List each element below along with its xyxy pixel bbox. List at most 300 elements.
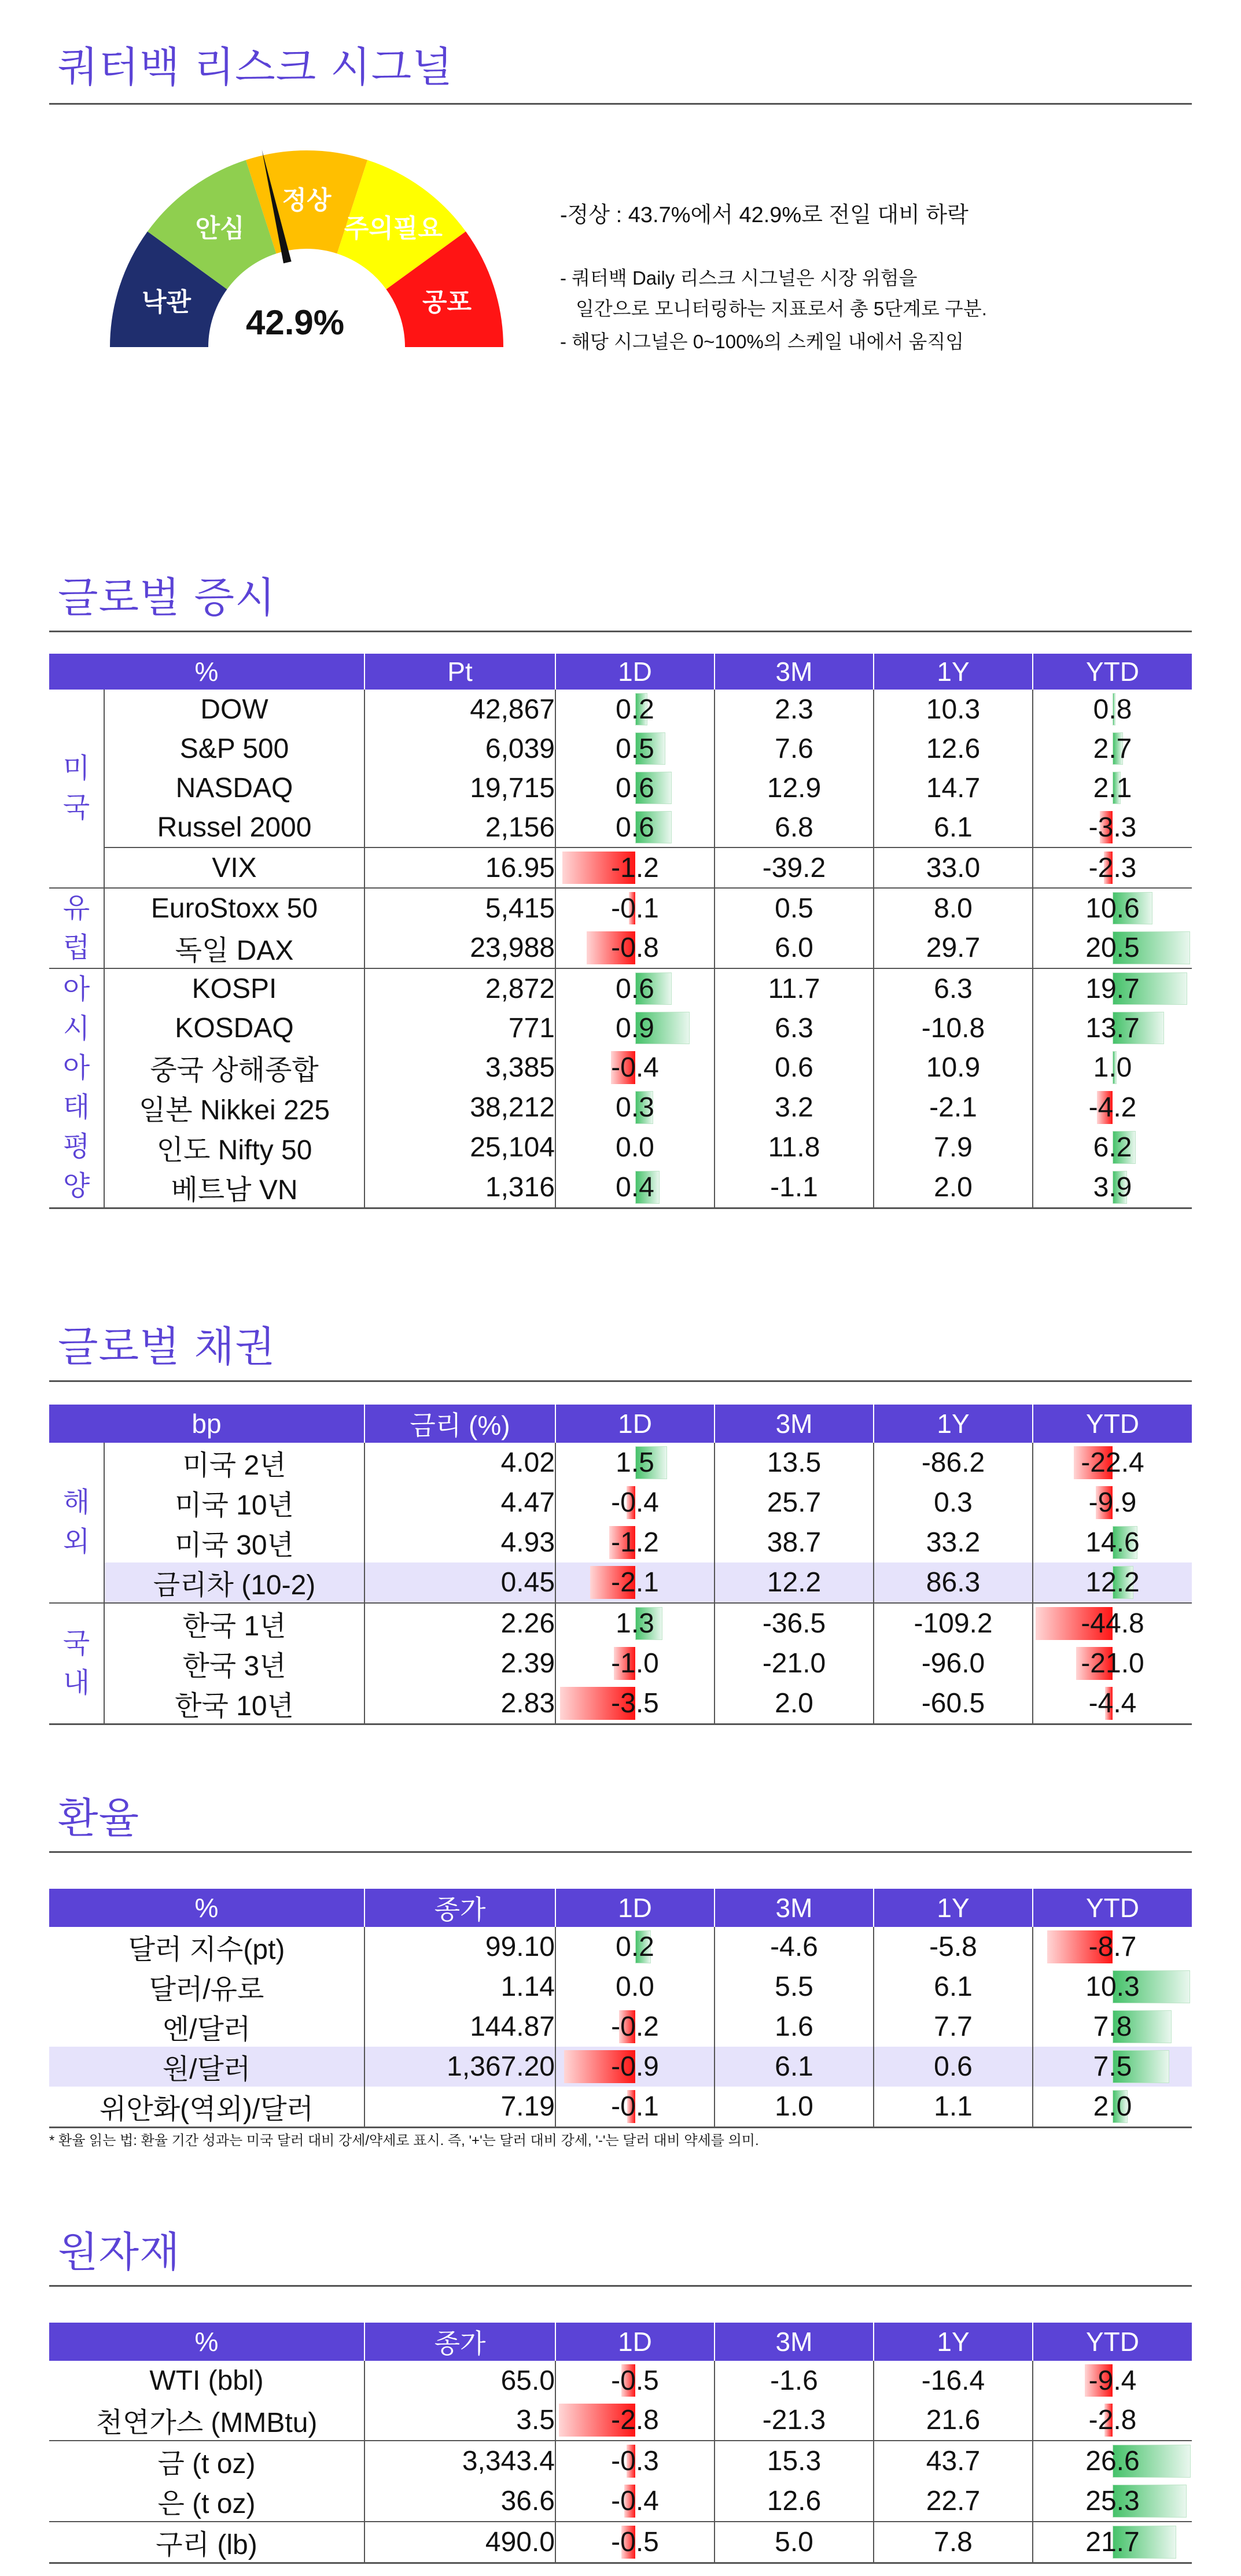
bar-value: -9.9 (1088, 1487, 1137, 1518)
table-row (49, 1927, 1192, 1967)
row-level: 1,316 (364, 1167, 555, 1208)
row-3m: 25.7 (715, 1483, 874, 1523)
table-row (49, 2400, 1192, 2441)
bar-cell (1033, 1523, 1192, 1562)
row-level: 3,343.4 (364, 2441, 555, 2481)
header-cell: % (49, 654, 364, 690)
row-1y: -96.0 (874, 1643, 1033, 1683)
row-name: 한국 3년 (104, 1643, 364, 1683)
bar-value: 10.3 (1085, 1971, 1140, 2002)
bar-value: 3.9 (1093, 1172, 1132, 1203)
row-1y: -16.4 (874, 2361, 1033, 2400)
bar-cell (1033, 1127, 1192, 1167)
row-name-quote: /유로 (202, 1974, 264, 2005)
bar-value: -0.9 (611, 2051, 659, 2082)
bar-value: 0.4 (616, 1172, 654, 1203)
bar-cell (555, 1483, 715, 1523)
gauge-zone-label-2: 안심 (195, 213, 245, 244)
row-3m: 13.5 (715, 1443, 874, 1483)
bar-cell (1033, 2400, 1192, 2441)
bar-value: -4.4 (1088, 1688, 1137, 1719)
row-1y: 33.2 (874, 1523, 1033, 1562)
row-3m: 2.0 (715, 1683, 874, 1724)
row-name: NASDAQ (104, 768, 364, 808)
row-level: 2,156 (364, 808, 555, 847)
row-3m: 3.2 (715, 1088, 874, 1127)
row-3m: -1.6 (715, 2361, 874, 2400)
bar-cell (555, 928, 715, 968)
row-name: 한국 10년 (104, 1683, 364, 1724)
header-cell: bp (49, 1405, 364, 1443)
table-row (49, 2441, 1192, 2481)
row-name-quote: /달러 (189, 2014, 251, 2045)
row-level: 5,415 (364, 888, 555, 928)
row-name-base: 원 (162, 2054, 190, 2085)
bar-value: 2.1 (1093, 772, 1132, 804)
gauge-zone-label-3: 정상 (282, 186, 332, 215)
row-level: 490.0 (364, 2522, 555, 2563)
row-name-quote: /달러 (189, 2054, 251, 2085)
group-label-text: 아시아태평양 (62, 974, 90, 1202)
row-1y: 10.3 (874, 690, 1033, 729)
bar-cell (1033, 1048, 1192, 1088)
row-3m: 6.3 (715, 1008, 874, 1048)
bonds-title: 글로벌 채권 (58, 1322, 276, 1371)
title-divider (49, 103, 1192, 105)
bar-cell (555, 1127, 715, 1167)
bar-cell (555, 690, 715, 729)
bar-cell (1033, 1967, 1192, 2007)
header-cell: 3M (715, 1889, 874, 1927)
bar-value: 2.0 (1093, 2091, 1132, 2122)
row-1y: 7.7 (874, 2007, 1033, 2047)
row-3m: 6.0 (715, 928, 874, 968)
table-header (49, 1405, 1192, 1443)
bar-value: -0.4 (611, 2486, 659, 2516)
table-header (49, 2323, 1192, 2361)
row-3m: -21.0 (715, 1643, 874, 1683)
row-1y: 7.8 (874, 2522, 1033, 2563)
bar-value: -0.1 (611, 893, 659, 924)
row-name: 구리 (lb) (49, 2522, 364, 2563)
bar-cell (1033, 690, 1192, 729)
signal-note-3: - 해당 시그널은 0~100%의 스케일 내에서 움직임 (560, 331, 964, 352)
row-3m: 15.3 (715, 2441, 874, 2481)
row-3m: 11.7 (715, 968, 874, 1008)
header-cell: 1Y (874, 1405, 1033, 1443)
row-3m: 0.6 (715, 1048, 874, 1088)
table-row (49, 1967, 1192, 2007)
table-row (49, 1443, 1192, 1483)
bar-cell (555, 1088, 715, 1127)
row-name: EuroStoxx 50 (104, 888, 364, 928)
row-level: 144.87 (364, 2007, 555, 2047)
header-cell: YTD (1033, 2323, 1192, 2361)
bar-cell (555, 768, 715, 808)
table-row (49, 1048, 1192, 1088)
row-name (49, 2007, 364, 2047)
row-name: 일본 Nikkei 225 (104, 1088, 364, 1127)
bar-cell (1033, 2522, 1192, 2563)
bar-cell (1033, 2361, 1192, 2400)
row-1y: -10.8 (874, 1008, 1033, 1048)
bar-cell (555, 1562, 715, 1603)
row-name: 미국 10년 (104, 1483, 364, 1523)
bar-cell (555, 2361, 715, 2400)
row-1y: -60.5 (874, 1683, 1033, 1724)
table-row (49, 928, 1192, 968)
row-3m: -1.1 (715, 1167, 874, 1208)
bar-value: -0.1 (611, 2091, 659, 2122)
bonds-divider (49, 1380, 1192, 1382)
bar-cell (1033, 1927, 1192, 1967)
table-row (49, 808, 1192, 847)
bar-cell (555, 2007, 715, 2047)
table-row (49, 1127, 1192, 1167)
commodities-title: 원자재 (58, 2228, 181, 2276)
row-1y: 2.0 (874, 1167, 1033, 1208)
bar-value: 26.6 (1085, 2446, 1140, 2477)
row-1y: -86.2 (874, 1443, 1033, 1483)
row-name: 미국 2년 (104, 1443, 364, 1483)
row-name-base: 위안화(역외) (100, 2094, 252, 2125)
bar-value: 0.9 (616, 1012, 654, 1044)
bar-value: -3.5 (611, 1688, 659, 1719)
header-cell: YTD (1033, 1889, 1192, 1927)
bar-value: 0.6 (616, 973, 654, 1004)
table-row (49, 1483, 1192, 1523)
bar-cell (1033, 2441, 1192, 2481)
header-cell: 1D (555, 1889, 715, 1927)
signal-note-1: - 쿼터백 Daily 리스크 시그널은 시장 위험을 (560, 267, 918, 289)
row-1y: 10.9 (874, 1048, 1033, 1088)
table-row (49, 768, 1192, 808)
bar-value: -0.8 (611, 933, 659, 963)
bar-value: 0.3 (616, 1092, 654, 1123)
row-name: 인도 Nifty 50 (104, 1127, 364, 1167)
bar-value: -0.3 (611, 2446, 659, 2477)
row-3m: 11.8 (715, 1127, 874, 1167)
row-level: 36.6 (364, 2481, 555, 2522)
bar-cell (1033, 1443, 1192, 1483)
row-name (49, 1967, 364, 2007)
row-3m: 6.1 (715, 2047, 874, 2087)
row-1y: -2.1 (874, 1088, 1033, 1127)
row-1y: 21.6 (874, 2400, 1033, 2441)
bar-cell (1033, 1562, 1192, 1603)
row-3m: 5.5 (715, 1967, 874, 2007)
row-level: 2.83 (364, 1683, 555, 1724)
bar-cell (555, 2047, 715, 2087)
row-3m: 1.6 (715, 2007, 874, 2047)
row-level: 4.02 (364, 1443, 555, 1483)
table-row (49, 847, 1192, 888)
row-level: 1.14 (364, 1967, 555, 2007)
bar-value: -1.2 (611, 852, 659, 883)
bar-value: -2.8 (1088, 2405, 1137, 2435)
row-3m: 5.0 (715, 2522, 874, 2563)
row-3m: -36.5 (715, 1603, 874, 1643)
table-row (49, 690, 1192, 729)
row-3m: 6.8 (715, 808, 874, 847)
row-3m: 12.2 (715, 1562, 874, 1603)
row-name: KOSPI (104, 968, 364, 1008)
group-label-text: 미국 (62, 753, 90, 823)
bar-value: -8.7 (1088, 1932, 1137, 1962)
row-level: 6,039 (364, 729, 555, 768)
fx-divider (49, 1851, 1192, 1853)
header-cell: 종가 (364, 1889, 555, 1927)
bar-value: 13.7 (1085, 1012, 1140, 1044)
bar-value: -0.4 (611, 1052, 659, 1083)
row-level: 38,212 (364, 1088, 555, 1127)
fx-title: 환율 (58, 1794, 140, 1842)
bar-cell (1033, 2481, 1192, 2522)
row-3m: 0.5 (715, 888, 874, 928)
group-label (49, 968, 104, 1208)
row-level: 99.10 (364, 1927, 555, 1967)
row-level: 23,988 (364, 928, 555, 968)
row-level: 65.0 (364, 2361, 555, 2400)
row-1y: -109.2 (874, 1603, 1033, 1643)
header-cell: % (49, 1889, 364, 1927)
row-1y: 6.1 (874, 1967, 1033, 2007)
row-1y: 29.7 (874, 928, 1033, 968)
row-name: 금 (t oz) (49, 2441, 364, 2481)
row-name: 한국 1년 (104, 1603, 364, 1643)
header-cell: 1Y (874, 1889, 1033, 1927)
bar-value: -1.2 (611, 1527, 659, 1558)
bar-value: 6.2 (1093, 1132, 1132, 1163)
group-label-text: 유럽 (62, 893, 90, 963)
table-row (49, 1643, 1192, 1683)
gauge-zone-label-4: 주의필요 (344, 213, 443, 244)
bar-value: -0.5 (611, 2365, 659, 2396)
group-label (49, 1443, 104, 1603)
gauge-zone-label-1: 낙관 (141, 288, 191, 318)
row-name-quote: /달러 (252, 2094, 314, 2125)
bar-cell (1033, 847, 1192, 888)
bar-value: 21.7 (1085, 2527, 1140, 2557)
row-level: 4.93 (364, 1523, 555, 1562)
header-cell: 3M (715, 654, 874, 690)
bar-cell (555, 2441, 715, 2481)
bar-cell (555, 2481, 715, 2522)
equity-divider (49, 631, 1192, 632)
bar-value: 1.3 (616, 1608, 654, 1639)
row-level: 42,867 (364, 690, 555, 729)
bar-cell (555, 888, 715, 928)
row-level: 3,385 (364, 1048, 555, 1088)
equity-table (49, 654, 1192, 1209)
row-1y: 22.7 (874, 2481, 1033, 2522)
row-name (49, 2087, 364, 2128)
table-header (49, 654, 1192, 690)
bar-value: 7.5 (1093, 2051, 1132, 2082)
group-label-text: 해외 (62, 1487, 90, 1557)
bar-value: -44.8 (1081, 1608, 1144, 1639)
bar-cell (555, 1967, 715, 2007)
row-level: 771 (364, 1008, 555, 1048)
row-3m: 12.9 (715, 768, 874, 808)
table-row (49, 2087, 1192, 2128)
row-name: WTI (bbl) (49, 2361, 364, 2400)
header-cell: YTD (1033, 654, 1192, 690)
bar-cell (555, 1523, 715, 1562)
bar-cell (1033, 1483, 1192, 1523)
gauge-value: 42.9% (246, 303, 345, 342)
bar-cell (555, 729, 715, 768)
bar-value: -2.8 (611, 2405, 659, 2435)
risk-signal-title: 쿼터백 리스크 시그널 (58, 43, 453, 91)
bar-cell (1033, 1088, 1192, 1127)
row-level: 2.26 (364, 1603, 555, 1643)
bar-value: -21.0 (1081, 1648, 1144, 1679)
bar-value: -4.2 (1088, 1092, 1137, 1123)
row-3m: 38.7 (715, 1523, 874, 1562)
row-name: 독일 DAX (104, 928, 364, 968)
bar-cell (555, 2087, 715, 2128)
row-1y: 33.0 (874, 847, 1033, 888)
table-row (49, 1523, 1192, 1562)
bar-cell (555, 847, 715, 888)
row-name (49, 1927, 364, 1967)
row-name-base: 달러 지수(pt) (128, 1934, 285, 1965)
bar-value: 19.7 (1085, 973, 1140, 1004)
bar-cell (555, 968, 715, 1008)
table-row (49, 2481, 1192, 2522)
header-cell: 종가 (364, 2323, 555, 2361)
row-level: 2,872 (364, 968, 555, 1008)
row-1y: 0.3 (874, 1483, 1033, 1523)
bar-cell (1033, 1683, 1192, 1724)
header-cell: 금리 (%) (364, 1405, 555, 1443)
table-row (49, 729, 1192, 768)
commodities-divider (49, 2285, 1192, 2287)
commodities-table (49, 2323, 1192, 2564)
bar-value: -0.5 (611, 2527, 659, 2557)
bar-value: 1.5 (616, 1447, 654, 1478)
row-1y: 0.6 (874, 2047, 1033, 2087)
header-cell: 1D (555, 1405, 715, 1443)
bar-value: 12.2 (1085, 1567, 1140, 1598)
row-1y: 12.6 (874, 729, 1033, 768)
signal-note-main: -정상 : 43.7%에서 42.9%로 전일 대비 하락 (560, 203, 969, 227)
header-cell: 3M (715, 1405, 874, 1443)
bar-value: -0.4 (611, 1487, 659, 1518)
row-level: 19,715 (364, 768, 555, 808)
bar-cell (555, 1008, 715, 1048)
bar-value: 0.2 (616, 694, 654, 725)
bar-cell (555, 808, 715, 847)
bar-cell (1033, 1643, 1192, 1683)
bar-value: 0.0 (616, 1132, 654, 1163)
row-level: 16.95 (364, 847, 555, 888)
bonds-table (49, 1405, 1192, 1725)
fx-table (49, 1889, 1192, 2128)
bar-value: 2.7 (1093, 733, 1132, 764)
bar-value: 10.6 (1085, 893, 1140, 924)
bar-cell (1033, 729, 1192, 768)
row-1y: 43.7 (874, 2441, 1033, 2481)
bar-value: 7.8 (1093, 2011, 1132, 2042)
header-cell: Pt (364, 654, 555, 690)
row-name: VIX (104, 847, 364, 888)
bar-cell (555, 1603, 715, 1643)
row-1y: 6.3 (874, 968, 1033, 1008)
row-level: 1,367.20 (364, 2047, 555, 2087)
bar-cell (555, 1048, 715, 1088)
bar-cell (1033, 2047, 1192, 2087)
row-1y: 7.9 (874, 1127, 1033, 1167)
row-name: 은 (t oz) (49, 2481, 364, 2522)
table-row (49, 2522, 1192, 2563)
bar-value: 1.0 (1093, 1052, 1132, 1083)
row-3m: 1.0 (715, 2087, 874, 2128)
table-row (49, 1683, 1192, 1724)
row-3m: 7.6 (715, 729, 874, 768)
bar-cell (555, 1167, 715, 1208)
bar-value: 20.5 (1085, 933, 1140, 963)
group-label (49, 888, 104, 968)
bar-value: -0.2 (611, 2011, 659, 2042)
row-name: 미국 30년 (104, 1523, 364, 1562)
bar-value: 25.3 (1085, 2486, 1140, 2516)
table-row (49, 1008, 1192, 1048)
row-3m: 2.3 (715, 690, 874, 729)
table-header (49, 1889, 1192, 1927)
row-level: 25,104 (364, 1127, 555, 1167)
table-row (49, 1603, 1192, 1643)
row-name: 금리차 (10-2) (104, 1562, 364, 1603)
table-row (49, 1562, 1192, 1603)
bar-value: -2.1 (611, 1567, 659, 1598)
bar-cell (1033, 808, 1192, 847)
header-cell: 3M (715, 2323, 874, 2361)
row-name: 베트남 VN (104, 1167, 364, 1208)
bar-cell (1033, 888, 1192, 928)
row-1y: 1.1 (874, 2087, 1033, 2128)
bar-cell (555, 1643, 715, 1683)
bar-cell (555, 1927, 715, 1967)
bar-cell (1033, 968, 1192, 1008)
row-1y: 8.0 (874, 888, 1033, 928)
table-row (49, 1167, 1192, 1208)
row-level: 3.5 (364, 2400, 555, 2441)
group-label (49, 1603, 104, 1724)
bar-value: 0.2 (616, 1932, 654, 1962)
table-row (49, 2007, 1192, 2047)
header-cell: 1D (555, 654, 715, 690)
row-level: 0.45 (364, 1562, 555, 1603)
fx-footnote: * 환율 읽는 법: 환율 기간 성과는 미국 달러 대비 강세/약세로 표시. 즉, '+'는 달러 대비 강세, '-'는 달러 대비 약세를 의미. (49, 2133, 759, 2148)
row-1y: 6.1 (874, 808, 1033, 847)
bar-cell (1033, 1008, 1192, 1048)
bar-cell (1033, 2007, 1192, 2047)
row-name: S&P 500 (104, 729, 364, 768)
signal-note-2: 일간으로 모니터링하는 지표로서 총 5단계로 구분. (576, 298, 987, 319)
bar-value: 0.0 (616, 1971, 654, 2002)
row-1y: -5.8 (874, 1927, 1033, 1967)
bar-value: -9.4 (1088, 2365, 1137, 2396)
table-row (49, 968, 1192, 1008)
bar-value: 0.5 (616, 733, 654, 764)
table-row (49, 2047, 1192, 2087)
bar-cell (1033, 928, 1192, 968)
row-level: 4.47 (364, 1483, 555, 1523)
table-row (49, 888, 1192, 928)
table-row (49, 1088, 1192, 1127)
